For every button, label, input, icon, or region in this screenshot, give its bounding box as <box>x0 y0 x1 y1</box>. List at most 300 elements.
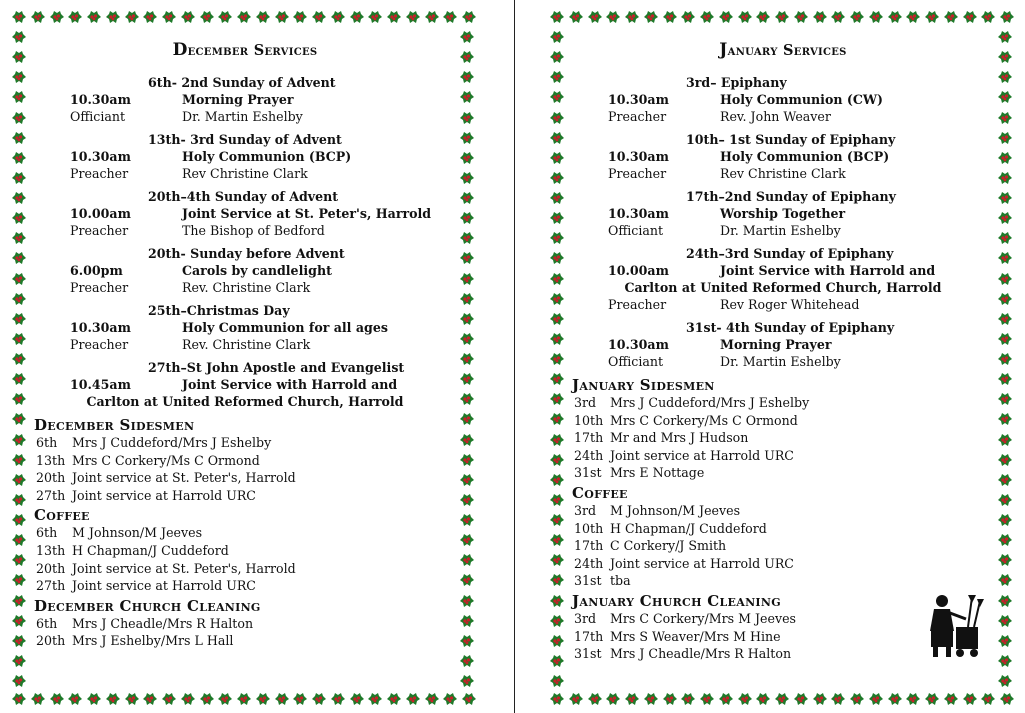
service-entry <box>36 131 454 182</box>
holly-icon <box>548 229 568 247</box>
holly-icon <box>548 88 568 106</box>
holly-icon <box>458 551 478 569</box>
service-role: Preacher <box>608 166 667 181</box>
service-time: 10.00am <box>608 263 669 278</box>
holly-icon <box>10 592 30 610</box>
coffee-list <box>36 524 454 594</box>
service-day: 6th- 2nd Sunday of Advent <box>148 75 336 90</box>
service-time: 10.30am <box>70 149 131 164</box>
service-name: Holy Communion (CW) <box>720 92 883 107</box>
service-day: 31st- 4th Sunday of Epiphany <box>686 320 895 335</box>
coffee-date: 17th <box>574 538 604 554</box>
holly-icon <box>458 410 478 428</box>
holly-icon <box>998 690 1016 710</box>
holly-icon <box>458 390 478 408</box>
holly-icon <box>10 491 30 509</box>
holly-icon <box>548 531 568 549</box>
service-name: Joint Service with Harrold and <box>720 263 936 278</box>
sidesmen-list <box>36 434 454 504</box>
sidesmen-item <box>36 434 454 452</box>
holly-icon <box>642 8 660 28</box>
holly-icon <box>548 491 568 509</box>
holly-icon <box>273 690 291 710</box>
cleaning-date: 20th <box>36 633 66 649</box>
holly-icon <box>567 8 585 28</box>
cleaning-date: 31st <box>574 646 602 662</box>
coffee-item <box>36 577 454 595</box>
cleaning-text: Mrs J Eshelby/Mrs L Hall <box>72 633 234 649</box>
holly-icon <box>548 48 568 66</box>
service-role: Preacher <box>70 223 129 238</box>
service-continuation: Carlton at United Reformed Church, Harrold <box>624 280 942 295</box>
holly-icon <box>458 270 478 288</box>
service-time: 10.30am <box>608 206 669 221</box>
holly-icon <box>216 8 234 28</box>
holly-icon <box>10 511 30 529</box>
coffee-text: tba <box>610 573 631 589</box>
holly-icon <box>66 8 84 28</box>
service-time-row <box>574 148 992 165</box>
service-name: Holy Communion for all ages <box>182 320 388 335</box>
holly-icon <box>996 511 1016 529</box>
holly-icon <box>548 431 568 449</box>
holly-icon <box>141 690 159 710</box>
sidesmen-text: Mr and Mrs J Hudson <box>610 430 749 446</box>
holly-icon <box>679 690 697 710</box>
holly-icon <box>10 48 30 66</box>
service-role-row <box>574 222 992 239</box>
holly-icon <box>458 229 478 247</box>
service-role-row <box>36 165 454 182</box>
holly-icon <box>10 109 30 127</box>
service-day-row <box>36 74 454 91</box>
coffee-text: Joint service at Harrold URC <box>610 555 794 571</box>
holly-icon <box>10 209 30 227</box>
holly-icon <box>754 690 772 710</box>
coffee-date: 24th <box>574 555 604 571</box>
holly-icon <box>48 690 66 710</box>
holly-icon <box>160 8 178 28</box>
holly-icon <box>548 551 568 569</box>
holly-icon <box>10 390 30 408</box>
page-title: December Services <box>172 40 318 60</box>
holly-icon <box>548 209 568 227</box>
holly-icon <box>698 8 716 28</box>
service-time: 10.30am <box>608 337 669 352</box>
holly-icon <box>458 169 478 187</box>
january-page <box>548 8 1016 713</box>
cleaning-text: Mrs J Cheadle/Mrs R Halton <box>72 615 254 631</box>
holly-icon <box>548 451 568 469</box>
holly-icon <box>996 632 1016 650</box>
service-time-row <box>36 205 454 222</box>
holly-icon <box>679 8 697 28</box>
service-time-row <box>574 336 992 353</box>
holly-icon <box>10 531 30 549</box>
service-time-row <box>36 319 454 336</box>
holly-icon <box>10 68 30 86</box>
holly-icon <box>548 471 568 489</box>
holly-icon <box>10 189 30 207</box>
holly-icon <box>460 690 478 710</box>
holly-icon <box>104 8 122 28</box>
sidesmen-date: 13th <box>36 452 66 468</box>
service-entry <box>574 188 992 239</box>
holly-icon <box>10 471 30 489</box>
service-entry <box>36 188 454 239</box>
holly-icon <box>458 592 478 610</box>
service-time-row <box>36 148 454 165</box>
service-day-row <box>36 131 454 148</box>
service-day: 20th–4th Sunday of Advent <box>148 189 339 204</box>
coffee-item <box>574 555 992 573</box>
holly-icon <box>792 690 810 710</box>
holly-icon <box>886 690 904 710</box>
holly-icon <box>10 690 28 710</box>
coffee-list <box>574 502 992 590</box>
holly-icon <box>848 690 866 710</box>
holly-icon <box>385 690 403 710</box>
service-day-row <box>36 245 454 262</box>
holly-icon <box>996 189 1016 207</box>
holly-icon <box>10 350 30 368</box>
service-person: Dr. Martin Eshelby <box>720 223 841 238</box>
service-day-row <box>36 302 454 319</box>
service-day: 13th- 3rd Sunday of Advent <box>148 132 342 147</box>
service-day-row <box>574 319 992 336</box>
coffee-text: Joint service at Harrold URC <box>72 578 256 594</box>
sidesmen-heading: January Sidesmen <box>572 376 715 394</box>
service-entry <box>36 74 454 125</box>
service-person: Rev Christine Clark <box>720 166 846 181</box>
holly-icon <box>996 410 1016 428</box>
holly-border-right <box>458 28 478 690</box>
holly-icon <box>10 129 30 147</box>
service-day-row <box>574 245 992 262</box>
holly-icon <box>548 672 568 690</box>
holly-icon <box>623 690 641 710</box>
service-time: 10.00am <box>70 206 131 221</box>
service-role: Officiant <box>608 354 664 369</box>
holly-icon <box>717 8 735 28</box>
cleaning-date: 17th <box>574 628 604 644</box>
service-day: 25th–Christmas Day <box>148 303 290 318</box>
holly-icon <box>548 330 568 348</box>
holly-icon <box>996 431 1016 449</box>
sidesmen-item <box>36 487 454 505</box>
holly-icon <box>548 8 566 28</box>
coffee-date: 6th <box>36 525 58 541</box>
holly-icon <box>458 249 478 267</box>
holly-icon <box>458 189 478 207</box>
holly-icon <box>792 8 810 28</box>
holly-icon <box>10 652 30 670</box>
holly-icon <box>717 690 735 710</box>
holly-icon <box>996 270 1016 288</box>
holly-icon <box>458 632 478 650</box>
cleaning-heading: January Church Cleaning <box>572 591 781 610</box>
holly-icon <box>548 290 568 308</box>
service-role: Preacher <box>608 109 667 124</box>
holly-icon <box>996 491 1016 509</box>
coffee-date: 31st <box>574 573 602 589</box>
holly-icon <box>548 390 568 408</box>
holly-icon <box>10 249 30 267</box>
service-name: Morning Prayer <box>720 337 832 352</box>
sidesmen-date: 3rd <box>574 395 597 410</box>
holly-icon <box>996 149 1016 167</box>
holly-icon <box>979 690 997 710</box>
cleaning-text: Mrs C Corkery/Mrs M Jeeves <box>610 610 796 626</box>
service-person: Rev Roger Whitehead <box>720 297 860 312</box>
service-continuation: Carlton at United Reformed Church, Harrold <box>86 394 404 409</box>
holly-icon <box>567 690 585 710</box>
holly-border-bottom <box>10 690 478 710</box>
service-person: Rev Christine Clark <box>182 166 308 181</box>
holly-icon <box>423 8 441 28</box>
service-name: Worship Together <box>720 206 846 221</box>
coffee-date: 27th <box>36 578 66 594</box>
holly-icon <box>548 310 568 328</box>
service-day-row <box>574 188 992 205</box>
holly-icon <box>458 571 478 589</box>
holly-icon <box>811 690 829 710</box>
service-day: 20th- Sunday before Advent <box>148 246 345 261</box>
holly-icon <box>604 8 622 28</box>
holly-icon <box>904 8 922 28</box>
service-role-row <box>574 165 992 182</box>
service-entry <box>574 245 992 313</box>
service-day: 17th–2nd Sunday of Epiphany <box>686 189 896 204</box>
coffee-item <box>36 542 454 560</box>
holly-icon <box>458 612 478 630</box>
sidesmen-date: 31st <box>574 465 602 481</box>
holly-icon <box>458 491 478 509</box>
holly-icon <box>66 690 84 710</box>
holly-icon <box>441 8 459 28</box>
holly-icon <box>548 652 568 670</box>
holly-icon <box>923 690 941 710</box>
holly-icon <box>10 632 30 650</box>
holly-icon <box>996 390 1016 408</box>
services-list <box>574 74 992 370</box>
holly-icon <box>642 690 660 710</box>
service-person: Rev. Christine Clark <box>182 337 311 352</box>
coffee-item <box>574 572 992 590</box>
service-role: Preacher <box>70 280 129 295</box>
holly-icon <box>10 310 30 328</box>
service-person: Rev. Christine Clark <box>182 280 311 295</box>
holly-icon <box>10 410 30 428</box>
december-content <box>36 32 454 689</box>
holly-icon <box>348 8 366 28</box>
service-day: 3rd– Epiphany <box>686 75 787 90</box>
holly-border-top <box>10 8 478 28</box>
page-title: January Services <box>719 40 847 60</box>
sidesmen-text: Joint service at Harrold URC <box>72 487 256 503</box>
holly-icon <box>348 690 366 710</box>
holly-icon <box>698 690 716 710</box>
sidesmen-item <box>36 452 454 470</box>
sidesmen-date: 24th <box>574 447 604 463</box>
service-time-row <box>36 262 454 279</box>
holly-icon <box>235 690 253 710</box>
cleaning-text: Mrs J Cheadle/Mrs R Halton <box>610 646 792 662</box>
sidesmen-item <box>574 447 992 465</box>
holly-icon <box>458 310 478 328</box>
holly-icon <box>548 511 568 529</box>
holly-icon <box>48 8 66 28</box>
coffee-text: H Chapman/J Cuddeford <box>610 520 767 536</box>
holly-icon <box>996 109 1016 127</box>
holly-icon <box>123 8 141 28</box>
holly-icon <box>996 551 1016 569</box>
holly-icon <box>996 169 1016 187</box>
holly-icon <box>661 690 679 710</box>
service-name: Morning Prayer <box>182 92 294 107</box>
holly-icon <box>10 270 30 288</box>
holly-icon <box>10 451 30 469</box>
holly-icon <box>996 290 1016 308</box>
service-role: Officiant <box>608 223 664 238</box>
sidesmen-item <box>36 469 454 487</box>
holly-icon <box>404 8 422 28</box>
service-day-row <box>574 131 992 148</box>
service-name: Joint Service at St. Peter's, Harrold <box>182 206 432 221</box>
holly-icon <box>458 531 478 549</box>
holly-icon <box>366 690 384 710</box>
holly-icon <box>996 672 1016 690</box>
holly-icon <box>291 8 309 28</box>
holly-icon <box>829 690 847 710</box>
service-role-row <box>574 353 992 370</box>
holly-icon <box>458 652 478 670</box>
holly-icon <box>85 8 103 28</box>
service-time-row <box>574 262 992 279</box>
holly-icon <box>179 8 197 28</box>
holly-icon <box>458 88 478 106</box>
holly-icon <box>10 169 30 187</box>
holly-icon <box>548 370 568 388</box>
holly-icon <box>548 129 568 147</box>
holly-icon <box>773 8 791 28</box>
service-day-row <box>36 359 454 376</box>
sidesmen-date: 10th <box>574 412 604 428</box>
coffee-item <box>574 502 992 520</box>
holly-icon <box>548 189 568 207</box>
coffee-date: 10th <box>574 520 604 536</box>
service-person: Rev. John Weaver <box>720 109 831 124</box>
holly-icon <box>179 690 197 710</box>
service-entry <box>574 131 992 182</box>
coffee-date: 20th <box>36 560 66 576</box>
holly-icon <box>604 690 622 710</box>
service-entry <box>36 302 454 353</box>
service-role-row <box>574 296 992 313</box>
holly-icon <box>235 8 253 28</box>
coffee-text: M Johnson/M Jeeves <box>610 502 741 518</box>
coffee-heading: Coffee <box>572 483 628 502</box>
cleaning-date: 6th <box>36 615 58 631</box>
december-page <box>10 8 478 713</box>
holly-icon <box>198 8 216 28</box>
service-time-row <box>36 91 454 108</box>
sidesmen-text: Mrs E Nottage <box>610 465 705 481</box>
coffee-text: M Johnson/M Jeeves <box>72 525 203 541</box>
holly-icon <box>366 8 384 28</box>
holly-icon <box>867 690 885 710</box>
service-day-row <box>574 74 992 91</box>
holly-icon <box>123 690 141 710</box>
sidesmen-date: 20th <box>36 470 66 486</box>
holly-icon <box>661 8 679 28</box>
sidesmen-item <box>574 394 992 412</box>
holly-icon <box>458 48 478 66</box>
holly-icon <box>996 229 1016 247</box>
holly-icon <box>548 28 568 46</box>
coffee-text: H Chapman/J Cuddeford <box>72 542 229 558</box>
holly-icon <box>458 149 478 167</box>
sidesmen-text: Joint service at Harrold URC <box>610 447 794 463</box>
holly-icon <box>548 632 568 650</box>
holly-icon <box>979 8 997 28</box>
holly-icon <box>996 209 1016 227</box>
holly-icon <box>458 290 478 308</box>
holly-icon <box>548 109 568 127</box>
cleaning-text: Mrs S Weaver/Mrs M Hine <box>610 628 781 644</box>
cleaning-heading: December Church Cleaning <box>34 596 261 615</box>
cleaning-item <box>36 632 454 650</box>
holly-icon <box>548 690 566 710</box>
holly-icon <box>548 169 568 187</box>
service-time: 10.30am <box>70 320 131 335</box>
holly-icon <box>829 8 847 28</box>
service-entry <box>36 245 454 296</box>
service-day: 10th– 1st Sunday of Epiphany <box>686 132 896 147</box>
holly-icon <box>291 690 309 710</box>
sidesmen-text: Mrs J Cuddeford/Mrs J Eshelby <box>610 395 810 410</box>
holly-border-left <box>10 28 30 690</box>
holly-icon <box>460 8 478 28</box>
sidesmen-text: Mrs C Corkery/Ms C Ormond <box>72 452 260 468</box>
holly-icon <box>29 8 47 28</box>
holly-icon <box>996 652 1016 670</box>
service-day: 27th–St John Apostle and Evangelist <box>148 360 405 375</box>
service-role-row <box>574 108 992 125</box>
holly-icon <box>10 149 30 167</box>
holly-border-top <box>548 8 1016 28</box>
holly-icon <box>942 8 960 28</box>
holly-icon <box>586 690 604 710</box>
holly-icon <box>773 690 791 710</box>
holly-icon <box>548 68 568 86</box>
holly-icon <box>458 431 478 449</box>
coffee-item <box>574 520 992 538</box>
holly-icon <box>141 8 159 28</box>
holly-icon <box>10 28 30 46</box>
coffee-item <box>36 524 454 542</box>
sidesmen-heading: December Sidesmen <box>34 416 195 434</box>
service-time-row <box>574 91 992 108</box>
holly-icon <box>104 690 122 710</box>
service-name: Holy Communion (BCP) <box>182 149 352 164</box>
service-person: The Bishop of Bedford <box>182 223 325 238</box>
holly-icon <box>736 690 754 710</box>
sidesmen-item <box>574 412 992 430</box>
service-name: Holy Communion (BCP) <box>720 149 890 164</box>
holly-icon <box>423 690 441 710</box>
holly-icon <box>996 571 1016 589</box>
